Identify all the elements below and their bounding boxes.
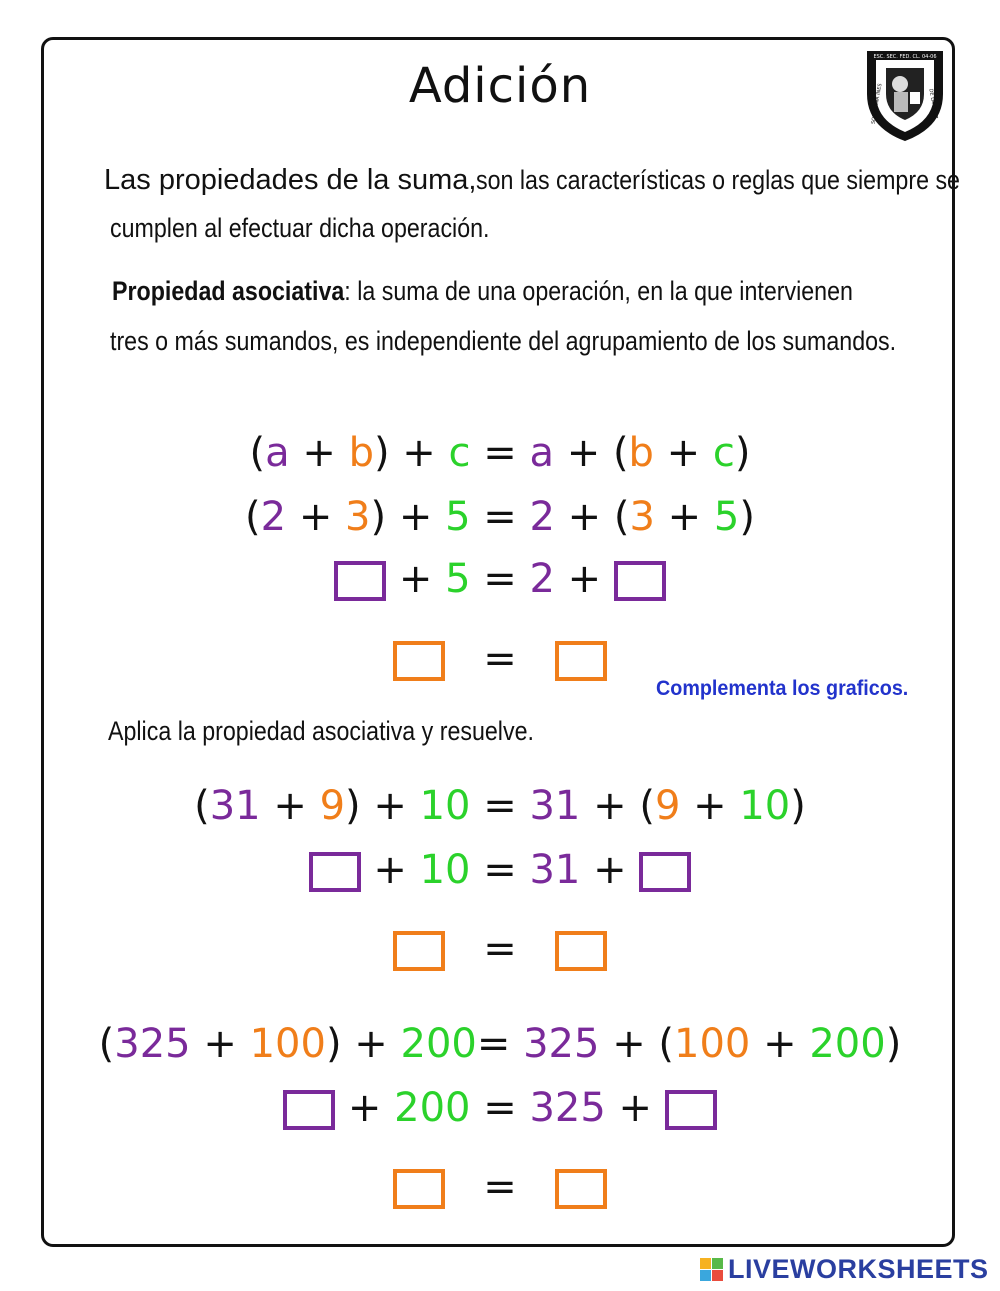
example-result-row xyxy=(0,636,1000,682)
exercise1-n2: 9 xyxy=(319,783,346,829)
associative-label: Propiedad asociativa xyxy=(112,276,345,306)
exercise2-n3: 200 xyxy=(809,1021,886,1067)
paren-open: ( xyxy=(639,783,655,829)
intro-rest: son las características o reglas que siempre se xyxy=(476,165,961,195)
paren-close: ) xyxy=(739,494,755,540)
result-box[interactable] xyxy=(393,641,445,681)
svg-text:DE LA CRUZ: DE LA CRUZ xyxy=(927,88,939,120)
answer-box[interactable] xyxy=(334,561,386,601)
exercise1-n1: 31 xyxy=(529,783,581,829)
exercise1-step-row xyxy=(0,847,1000,893)
example-n2: 3 xyxy=(345,494,371,540)
equals-sign: = xyxy=(483,847,517,893)
paren-close: ) xyxy=(734,430,751,476)
equals-sign: = xyxy=(483,430,517,476)
paren-close: ) xyxy=(370,494,387,540)
exercise2-step-row xyxy=(0,1085,1000,1131)
intro-line-1 xyxy=(104,164,1000,197)
example-n3: 5 xyxy=(445,494,471,540)
exercise2-result-row xyxy=(0,1164,1000,1210)
answer-box[interactable] xyxy=(283,1090,335,1130)
example-n1: 2 xyxy=(529,494,555,540)
paren-close: ) xyxy=(345,783,361,829)
paren-close: ) xyxy=(373,430,390,476)
page-title: Adición xyxy=(408,58,592,114)
svg-text:SOR JUANA INES: SOR JUANA INES xyxy=(870,83,884,125)
school-crest-icon xyxy=(860,44,950,144)
example-n2: 3 xyxy=(629,494,655,540)
result-box[interactable] xyxy=(555,931,607,971)
instruction-text: Aplica la propiedad asociativa y resuelve. xyxy=(108,716,534,746)
result-box[interactable] xyxy=(555,641,607,681)
term-a: a xyxy=(265,430,290,476)
result-box[interactable] xyxy=(393,931,445,971)
plus-sign: + xyxy=(354,1021,388,1067)
plus-sign: + xyxy=(567,556,602,602)
plus-sign: + xyxy=(302,430,336,476)
result-box[interactable] xyxy=(393,1169,445,1209)
example-n3: 5 xyxy=(713,494,740,540)
example-n3: 5 xyxy=(445,556,471,602)
associative-definition-line-1 xyxy=(112,276,853,307)
equals-sign: = xyxy=(483,1164,517,1210)
equals-sign: = xyxy=(483,556,517,602)
exercise1-n2: 9 xyxy=(654,783,681,829)
term-c: c xyxy=(712,430,735,476)
plus-sign: + xyxy=(273,783,307,829)
term-c: c xyxy=(448,430,471,476)
exercise1-n3: 10 xyxy=(419,783,471,829)
plus-sign: + xyxy=(398,556,433,602)
plus-sign: + xyxy=(373,847,407,893)
associative-definition-line-2: tres o más sumandos, es independiente del agrupamiento de los sumandos. xyxy=(110,326,897,356)
plus-sign: + xyxy=(402,430,436,476)
liveworksheets-logo xyxy=(700,1256,995,1284)
equals-sign: = xyxy=(483,1085,517,1131)
exercise2-n2: 100 xyxy=(674,1021,751,1067)
plus-sign: + xyxy=(593,783,627,829)
intro-lead: Las propiedades de la suma, xyxy=(104,164,477,196)
paren-open: ( xyxy=(98,1021,115,1067)
associative-rest: : la suma de una operación, en la que intervienen xyxy=(344,276,853,306)
plus-sign: + xyxy=(693,783,727,829)
exercise1-result-row xyxy=(0,926,1000,972)
exercise1-n3: 10 xyxy=(739,783,791,829)
exercise2-row xyxy=(0,1021,1000,1067)
example-n1: 2 xyxy=(260,494,287,540)
plus-sign: + xyxy=(398,494,433,540)
liveworksheets-icon xyxy=(700,1258,724,1282)
paren-open: ( xyxy=(249,430,266,476)
exercise2-n3: 200 xyxy=(394,1085,471,1131)
paren-open: ( xyxy=(245,494,261,540)
result-box[interactable] xyxy=(555,1169,607,1209)
answer-box[interactable] xyxy=(309,852,361,892)
term-b: b xyxy=(628,430,654,476)
brand-text: LIVEWORKSHEETS xyxy=(728,1254,989,1284)
paren-open: ( xyxy=(613,494,630,540)
plus-sign: + xyxy=(566,430,601,476)
plus-sign: + xyxy=(203,1021,237,1067)
example-row xyxy=(0,494,1000,540)
term-b: b xyxy=(348,430,374,476)
plus-sign: + xyxy=(763,1021,797,1067)
exercise2-n1: 325 xyxy=(523,1021,600,1067)
exercise2-n2: 100 xyxy=(249,1021,326,1067)
exercise1-n3: 10 xyxy=(419,847,471,893)
plus-sign: + xyxy=(593,847,627,893)
exercise1-n1: 31 xyxy=(209,783,261,829)
hint-text: Complementa los graficos. xyxy=(656,677,909,700)
equals-sign: = xyxy=(483,636,517,682)
exercise2-n1: 325 xyxy=(114,1021,191,1067)
term-a: a xyxy=(529,430,554,476)
exercise2-n1: 325 xyxy=(529,1085,606,1131)
paren-close: ) xyxy=(325,1021,342,1067)
intro-line-2: cumplen al efectuar dicha operación. xyxy=(110,213,490,243)
example-step-row xyxy=(0,556,1000,602)
plus-sign: + xyxy=(667,494,702,540)
example-n1: 2 xyxy=(529,556,555,602)
answer-box[interactable] xyxy=(665,1090,717,1130)
plus-sign: + xyxy=(567,494,602,540)
plus-sign: + xyxy=(666,430,701,476)
exercise2-n3: 200 xyxy=(400,1021,477,1067)
equals-sign: = xyxy=(483,783,517,829)
paren-open: ( xyxy=(194,783,210,829)
plus-sign: + xyxy=(612,1021,646,1067)
equals-sign: = xyxy=(476,1021,511,1067)
equals-sign: = xyxy=(483,926,517,972)
formula-row xyxy=(0,430,1000,476)
svg-text:ESC. SEC. FED. CL. 04-06: ESC. SEC. FED. CL. 04-06 xyxy=(873,54,937,60)
plus-sign: + xyxy=(298,494,333,540)
answer-box[interactable] xyxy=(639,852,691,892)
paren-close: ) xyxy=(790,783,806,829)
paren-close: ) xyxy=(885,1021,902,1067)
paren-open: ( xyxy=(612,430,629,476)
plus-sign: + xyxy=(347,1085,382,1131)
plus-sign: + xyxy=(618,1085,653,1131)
exercise1-row xyxy=(0,783,1000,829)
answer-box[interactable] xyxy=(614,561,666,601)
equals-sign: = xyxy=(483,494,517,540)
exercise1-n1: 31 xyxy=(529,847,581,893)
plus-sign: + xyxy=(373,783,407,829)
paren-open: ( xyxy=(658,1021,675,1067)
